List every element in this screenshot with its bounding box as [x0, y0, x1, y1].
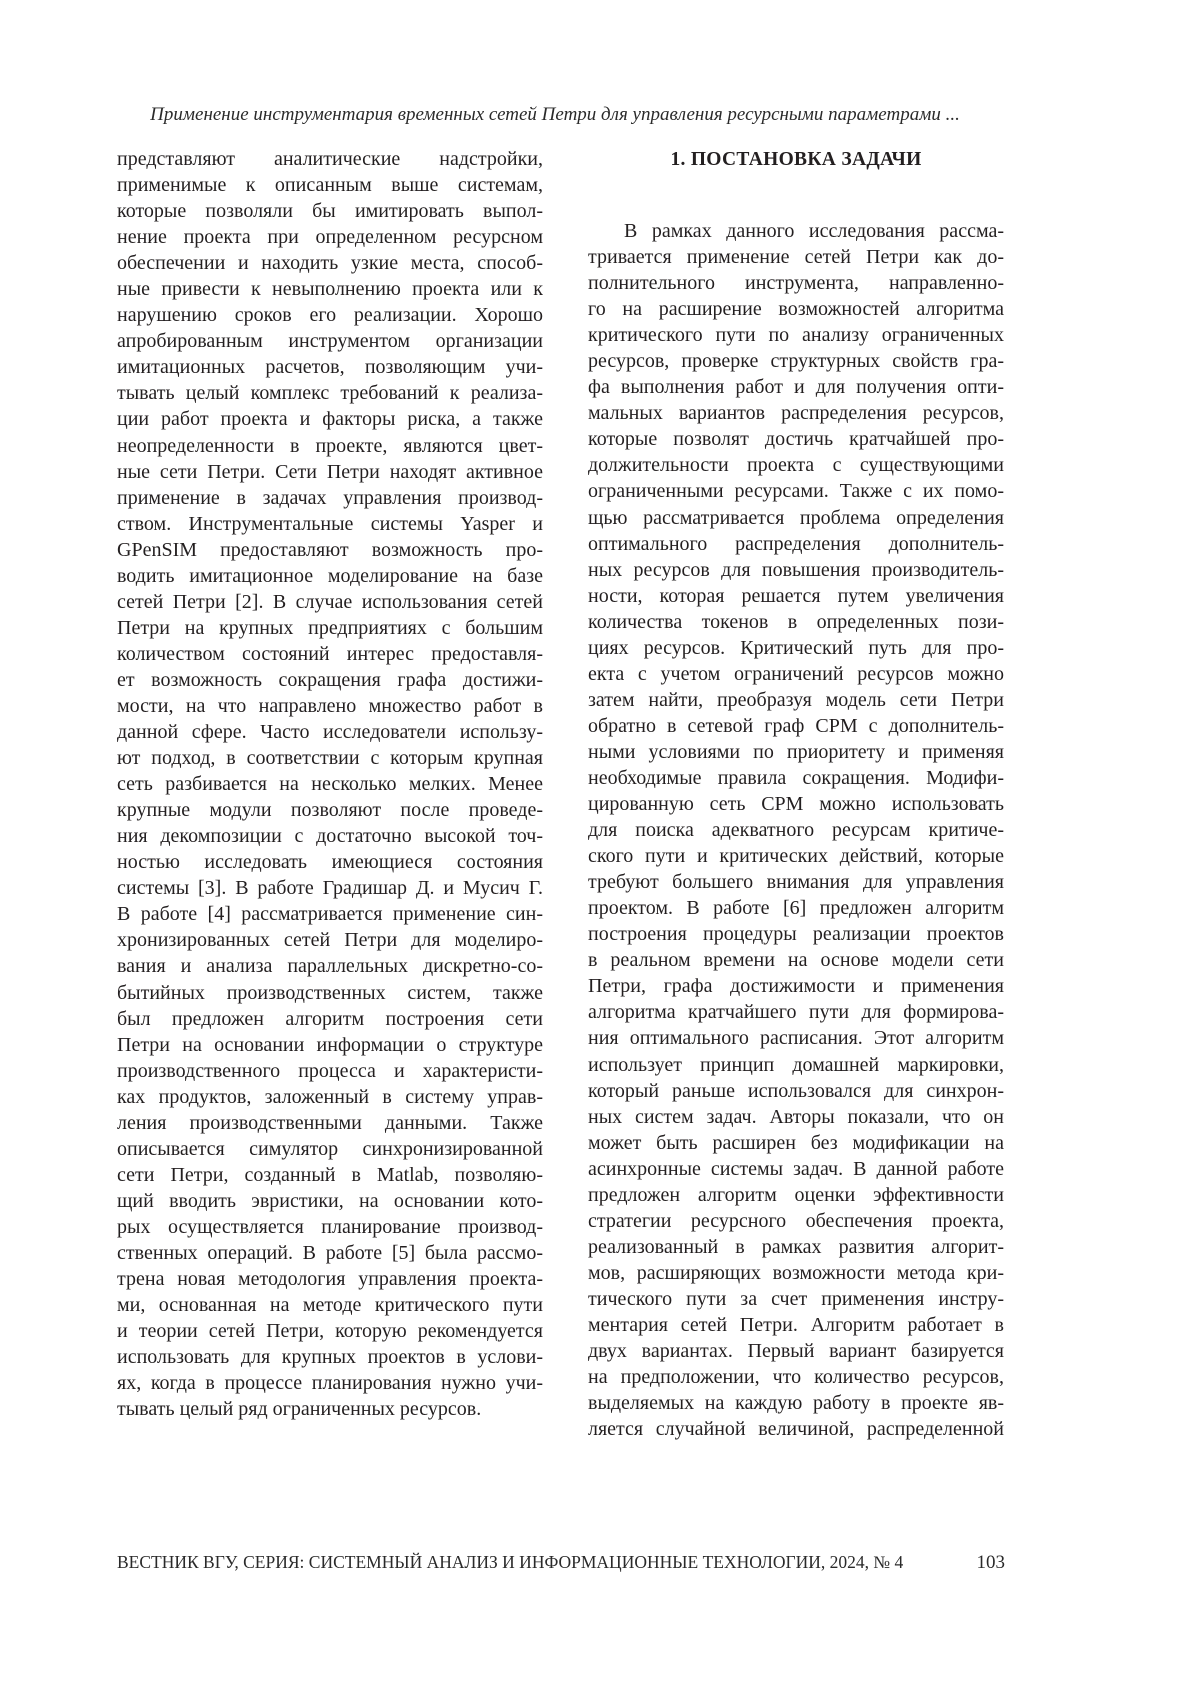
text-line: тывать целый ряд ограниченных ресурсов. [117, 1396, 543, 1422]
text-line: В рамках данного исследования рассма- [588, 218, 1004, 244]
text-line: ми, основанная на методе критического пути [117, 1292, 543, 1318]
text-line: водить имитационное моделирование на базе [117, 563, 543, 589]
text-line: щью рассматривается проблема определения [588, 505, 1004, 531]
text-line: ского пути и критических действий, которые [588, 843, 1004, 869]
section-heading: 1. ПОСТАНОВКА ЗАДАЧИ [588, 146, 1004, 176]
text-line: данной сфере. Часто исследователи использу- [117, 719, 543, 745]
text-line: ности, которая решается путем увеличения [588, 583, 1004, 609]
text-line: мов, расширяющих возможности метода кри- [588, 1260, 1004, 1286]
text-line: которые позволят достичь кратчайшей про- [588, 426, 1004, 452]
text-line: двух вариантах. Первый вариант базируется [588, 1338, 1004, 1364]
text-line: цированную сеть CPM можно использовать [588, 791, 1004, 817]
text-line: предложен алгоритм оценки эффективности [588, 1182, 1004, 1208]
text-line: щий вводить эвристики, на основании кото- [117, 1188, 543, 1214]
text-line: применимые к описанным выше системам, [117, 172, 543, 198]
text-line: ления производственными данными. Также [117, 1110, 543, 1136]
text-line: проектом. В работе [6] предложен алгоритм [588, 895, 1004, 921]
text-line: нение проекта при определенном ресурсном [117, 224, 543, 250]
text-line: Петри, графа достижимости и применения [588, 973, 1004, 999]
text-line: выделяемых на каждую работу в проекте яв- [588, 1390, 1004, 1416]
text-line: Петри на крупных предприятиях с большим [117, 615, 543, 641]
text-line: требуют большего внимания для управления [588, 869, 1004, 895]
text-line: ях, когда в процессе планирования нужно учи- [117, 1370, 543, 1396]
text-line: апробированным инструментом организации [117, 328, 543, 354]
text-line: для поиска адекватного ресурсам критиче- [588, 817, 1004, 843]
text-line: сеть разбивается на несколько мелких. Менее [117, 771, 543, 797]
text-line: ции работ проекта и факторы риска, а также [117, 406, 543, 432]
text-line: крупные модули позволяют после проведе- [117, 797, 543, 823]
right-column [588, 146, 1004, 1442]
text-line: трена новая методология управления проекта- [117, 1266, 543, 1292]
text-line: критического пути по анализу ограниченных [588, 322, 1004, 348]
text-line: фа выполнения работ и для получения опти- [588, 374, 1004, 400]
text-line: го на расширение возможностей алгоритма [588, 296, 1004, 322]
text-line: тического пути за счет применения инстру- [588, 1286, 1004, 1312]
text-line: мальных вариантов распределения ресурсов, [588, 400, 1004, 426]
left-column [117, 146, 543, 1422]
text-line: ют подход, в соответствии с которым крупная [117, 745, 543, 771]
text-line: сетей Петри [2]. В случае использования сетей [117, 589, 543, 615]
text-line: ресурсов, проверке структурных свойств гра- [588, 348, 1004, 374]
text-line: применение в задачах управления производ- [117, 485, 543, 511]
text-line: ках продуктов, заложенный в систему управ- [117, 1084, 543, 1110]
text-line: в реальном времени на основе модели сети [588, 947, 1004, 973]
text-line: описывается симулятор синхронизированной [117, 1136, 543, 1162]
text-line: количеством состояний интерес предоставля- [117, 641, 543, 667]
page-number: 103 [977, 1552, 1006, 1574]
text-line: циях ресурсов. Критический путь для про- [588, 635, 1004, 661]
text-line: реализованный в рамках развития алгорит- [588, 1234, 1004, 1260]
text-line: оптимального распределения дополнитель- [588, 531, 1004, 557]
text-line: обеспечении и находить узкие места, способ- [117, 250, 543, 276]
text-line: необходимые правила сокращения. Модифи- [588, 765, 1004, 791]
text-line: тривается применение сетей Петри как до- [588, 244, 1004, 270]
text-line: построения процедуры реализации проектов [588, 921, 1004, 947]
text-line: может быть расширен без модификации на [588, 1130, 1004, 1156]
running-head: Применение инструментария временных сетей Петри для управления ресурсными параметрами ... [0, 104, 1110, 126]
text-line: хронизированных сетей Петри для моделиро- [117, 927, 543, 953]
text-line: нарушению сроков его реализации. Хорошо [117, 302, 543, 328]
text-line: мости, на что направлено множество работ в [117, 693, 543, 719]
text-line: ством. Инструментальные системы Yasper и [117, 511, 543, 537]
text-line: сети Петри, созданный в Matlab, позволяю- [117, 1162, 543, 1188]
text-line: В работе [4] рассматривается применение син- [117, 901, 543, 927]
text-line: системы [3]. В работе Градишар Д. и Мусич Г. [117, 875, 543, 901]
text-line: асинхронные системы задач. В данной работе [588, 1156, 1004, 1182]
text-line: использует принцип домашней маркировки, [588, 1052, 1004, 1078]
text-line: Петри на основании информации о структуре [117, 1032, 543, 1058]
text-line: ния декомпозиции с достаточно высокой точ- [117, 823, 543, 849]
text-line: полнительного инструмента, направленно- [588, 270, 1004, 296]
journal-name: ВЕСТНИК ВГУ, СЕРИЯ: СИСТЕМНЫЙ АНАЛИЗ И ИНФОРМАЦИОННЫЕ ТЕХНОЛОГИИ, 2024, № 4 [117, 1552, 903, 1573]
text-line: ляется случайной величиной, распределенной [588, 1416, 1004, 1442]
text-line: ния оптимального расписания. Этот алгоритм [588, 1025, 1004, 1051]
text-line: ментария сетей Петри. Алгоритм работает в [588, 1312, 1004, 1338]
text-line: должительности проекта с существующими [588, 452, 1004, 478]
text-line: ных систем задач. Авторы показали, что он [588, 1104, 1004, 1130]
text-line: стратегии ресурсного обеспечения проекта, [588, 1208, 1004, 1234]
text-line: рых осуществляется планирование производ- [117, 1214, 543, 1240]
text-line: ные привести к невыполнению проекта или к [117, 276, 543, 302]
text-line: затем найти, преобразуя модель сети Петри [588, 687, 1004, 713]
text-line: вания и анализа параллельных дискретно-со- [117, 953, 543, 979]
text-line: бытийных производственных систем, также [117, 980, 543, 1006]
text-line: на предположении, что количество ресурсов, [588, 1364, 1004, 1390]
text-line: ные сети Петри. Сети Петри находят активное [117, 459, 543, 485]
text-line: и теории сетей Петри, которую рекомендуется [117, 1318, 543, 1344]
text-line: представляют аналитические надстройки, [117, 146, 543, 172]
text-line: ными условиями по приоритету и применяя [588, 739, 1004, 765]
text-line: производственного процесса и характеристи- [117, 1058, 543, 1084]
page-footer [117, 1552, 1005, 1574]
text-line: количества токенов в определенных пози- [588, 609, 1004, 635]
text-line: имитационных расчетов, позволяющим учи- [117, 354, 543, 380]
text-line: алгоритма кратчайшего пути для формирова- [588, 999, 1004, 1025]
text-line: неопределенности в проекте, являются цвет- [117, 433, 543, 459]
text-line: который раньше использовался для синхрон- [588, 1078, 1004, 1104]
text-line: ственных операций. В работе [5] была рассмо- [117, 1240, 543, 1266]
text-line: ет возможность сокращения графа достижи- [117, 667, 543, 693]
text-line: GPenSIM предоставляют возможность про- [117, 537, 543, 563]
text-line: которые позволяли бы имитировать выпол- [117, 198, 543, 224]
text-line: ограниченными ресурсами. Также с их помо- [588, 478, 1004, 504]
text-line: екта с учетом ограничений ресурсов можно [588, 661, 1004, 687]
text-line: тывать целый комплекс требований к реализа- [117, 380, 543, 406]
text-line: использовать для крупных проектов в услови- [117, 1344, 543, 1370]
text-line: ных ресурсов для повышения производитель- [588, 557, 1004, 583]
text-line: обратно в сетевой граф CPM с дополнитель- [588, 713, 1004, 739]
text-line: ностью исследовать имеющиеся состояния [117, 849, 543, 875]
section-body [588, 218, 1004, 1442]
text-line: был предложен алгоритм построения сети [117, 1006, 543, 1032]
